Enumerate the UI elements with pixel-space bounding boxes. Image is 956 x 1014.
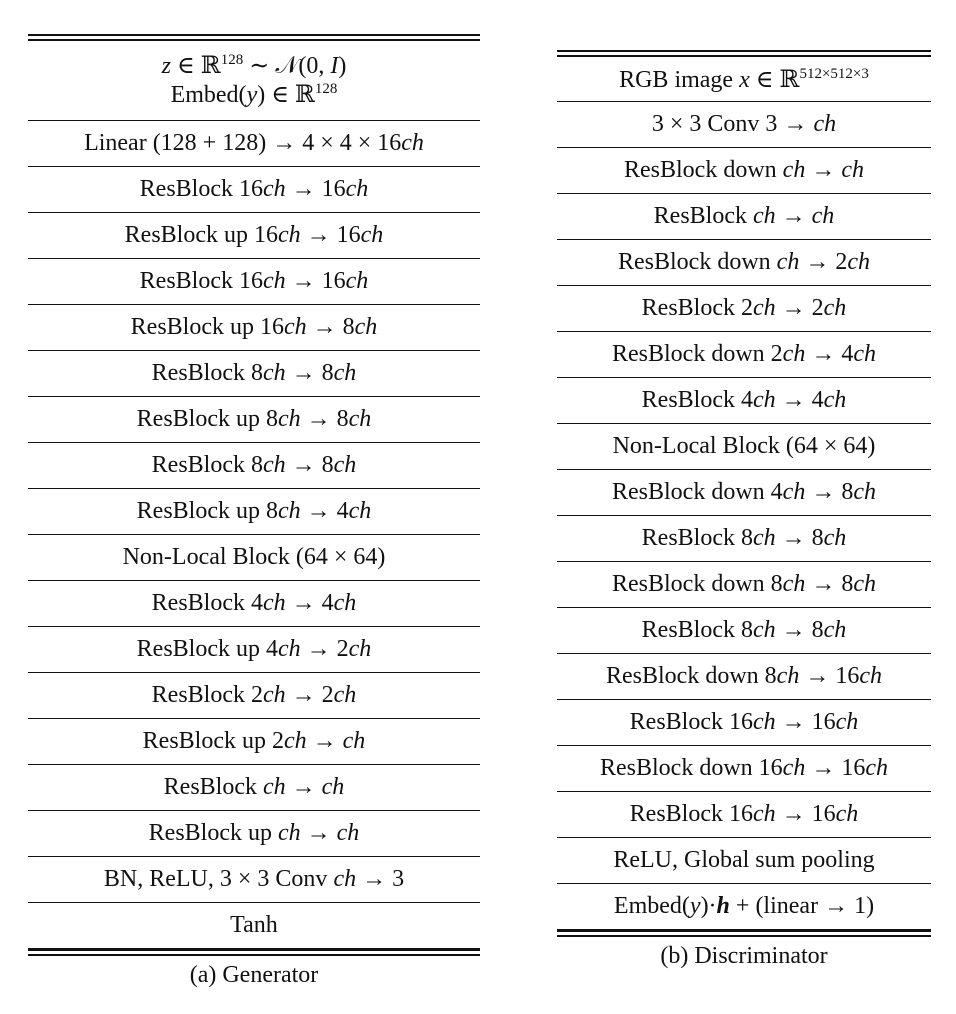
discriminator-layer-row xyxy=(557,562,931,608)
discriminator-layer-cell: ResBlock down 8ch → 16ch xyxy=(557,654,931,700)
generator-layer-row xyxy=(28,213,480,259)
discriminator-layer-row xyxy=(557,148,931,194)
discriminator-layer-row xyxy=(557,654,931,700)
discriminator-layer-row xyxy=(557,516,931,562)
generator-layer-cell: Linear (128 + 128) → 4 × 4 × 16ch xyxy=(28,121,480,167)
generator-layer-cell: ResBlock 4ch → 4ch xyxy=(28,581,480,627)
discriminator-layer-cell: ResBlock ch → ch xyxy=(557,194,931,240)
generator-layer-row xyxy=(28,443,480,489)
discriminator-layer-cell: ResBlock 8ch → 8ch xyxy=(557,608,931,654)
discriminator-layer-row xyxy=(557,792,931,838)
discriminator-layer-row xyxy=(557,286,931,332)
generator-layer-cell: ResBlock up 4ch → 2ch xyxy=(28,627,480,673)
discriminator-layer-cell: ResBlock 4ch → 4ch xyxy=(557,378,931,424)
generator-layer-row xyxy=(28,719,480,765)
generator-table-body xyxy=(28,41,480,949)
generator-layer-row xyxy=(28,397,480,443)
bottom-double-rule xyxy=(28,949,480,956)
generator-architecture-table xyxy=(28,41,480,949)
generator-input-line1: z ∈ ℝ$^{128}$ ∼ 𝒩(0, I) xyxy=(161,51,347,79)
discriminator-layer-row xyxy=(557,240,931,286)
top-double-rule xyxy=(28,34,480,41)
bottom-double-rule xyxy=(557,930,931,937)
discriminator-layer-cell: ResBlock 2ch → 2ch xyxy=(557,286,931,332)
discriminator-layer-row xyxy=(557,838,931,884)
generator-layer-cell: Non-Local Block (64 × 64) xyxy=(28,535,480,581)
generator-caption: (a) Generator xyxy=(189,962,319,988)
discriminator-table-panel xyxy=(557,50,931,970)
discriminator-layer-cell: ResBlock down ch → ch xyxy=(557,148,931,194)
discriminator-architecture-table xyxy=(557,57,931,930)
discriminator-layer-row xyxy=(557,746,931,792)
discriminator-layer-row xyxy=(557,194,931,240)
generator-input-row xyxy=(28,41,480,121)
generator-layer-cell: ResBlock up 8ch → 8ch xyxy=(28,397,480,443)
discriminator-caption: (b) Discriminator xyxy=(660,943,828,969)
generator-layer-cell: ResBlock 16ch → 16ch xyxy=(28,167,480,213)
generator-layer-cell: ResBlock up 16ch → 8ch xyxy=(28,305,480,351)
discriminator-layer-cell: ResBlock down 16ch → 16ch xyxy=(557,746,931,792)
generator-layer-cell: ResBlock up 8ch → 4ch xyxy=(28,489,480,535)
discriminator-input-row xyxy=(557,57,931,102)
generator-layer-row xyxy=(28,351,480,397)
generator-layer-cell: ResBlock up 2ch → ch xyxy=(28,719,480,765)
generator-layer-row xyxy=(28,627,480,673)
discriminator-table-body xyxy=(557,57,931,930)
generator-layer-cell: Tanh xyxy=(28,903,480,949)
generator-layer-row xyxy=(28,305,480,351)
generator-table-panel xyxy=(28,34,480,989)
generator-layer-row xyxy=(28,167,480,213)
generator-layer-cell: BN, ReLU, 3 × 3 Conv ch → 3 xyxy=(28,857,480,903)
generator-layer-row xyxy=(28,535,480,581)
discriminator-layer-cell: ResBlock 16ch → 16ch xyxy=(557,700,931,746)
discriminator-layer-cell: ResBlock down 4ch → 8ch xyxy=(557,470,931,516)
generator-input-cell xyxy=(28,41,480,121)
generator-input-line2: Embed(y) ∈ ℝ$^{128}$ xyxy=(170,80,338,108)
generator-layer-row xyxy=(28,581,480,627)
discriminator-layer-cell: ResBlock 8ch → 8ch xyxy=(557,516,931,562)
generator-layer-row xyxy=(28,765,480,811)
generator-layer-row xyxy=(28,259,480,305)
generator-layer-row xyxy=(28,857,480,903)
discriminator-layer-cell: ReLU, Global sum pooling xyxy=(557,838,931,884)
generator-layer-row xyxy=(28,673,480,719)
discriminator-layer-cell: ResBlock down ch → 2ch xyxy=(557,240,931,286)
discriminator-layer-cell: Embed(y)·h + (linear → 1) xyxy=(557,884,931,930)
discriminator-layer-row xyxy=(557,378,931,424)
discriminator-layer-cell: ResBlock 16ch → 16ch xyxy=(557,792,931,838)
discriminator-layer-cell: 3 × 3 Conv 3 → ch xyxy=(557,102,931,148)
generator-layer-row xyxy=(28,121,480,167)
discriminator-layer-row xyxy=(557,332,931,378)
discriminator-layer-cell: Non-Local Block (64 × 64) xyxy=(557,424,931,470)
generator-layer-cell: ResBlock up ch → ch xyxy=(28,811,480,857)
discriminator-layer-row xyxy=(557,424,931,470)
discriminator-layer-row xyxy=(557,470,931,516)
top-double-rule xyxy=(557,50,931,57)
generator-layer-row xyxy=(28,489,480,535)
generator-layer-cell: ResBlock 16ch → 16ch xyxy=(28,259,480,305)
discriminator-input-cell: RGB image x ∈ ℝ$^{512\times 512\times 3}$ xyxy=(557,57,931,102)
generator-layer-cell: ResBlock up 16ch → 16ch xyxy=(28,213,480,259)
generator-layer-cell: ResBlock ch → ch xyxy=(28,765,480,811)
generator-layer-row xyxy=(28,903,480,949)
generator-layer-cell: ResBlock 8ch → 8ch xyxy=(28,443,480,489)
discriminator-layer-row xyxy=(557,700,931,746)
generator-layer-cell: ResBlock 2ch → 2ch xyxy=(28,673,480,719)
discriminator-layer-cell: ResBlock down 8ch → 8ch xyxy=(557,562,931,608)
discriminator-layer-row xyxy=(557,102,931,148)
generator-layer-cell: ResBlock 8ch → 8ch xyxy=(28,351,480,397)
generator-layer-row xyxy=(28,811,480,857)
discriminator-layer-row xyxy=(557,884,931,930)
discriminator-layer-cell: ResBlock down 2ch → 4ch xyxy=(557,332,931,378)
discriminator-layer-row xyxy=(557,608,931,654)
